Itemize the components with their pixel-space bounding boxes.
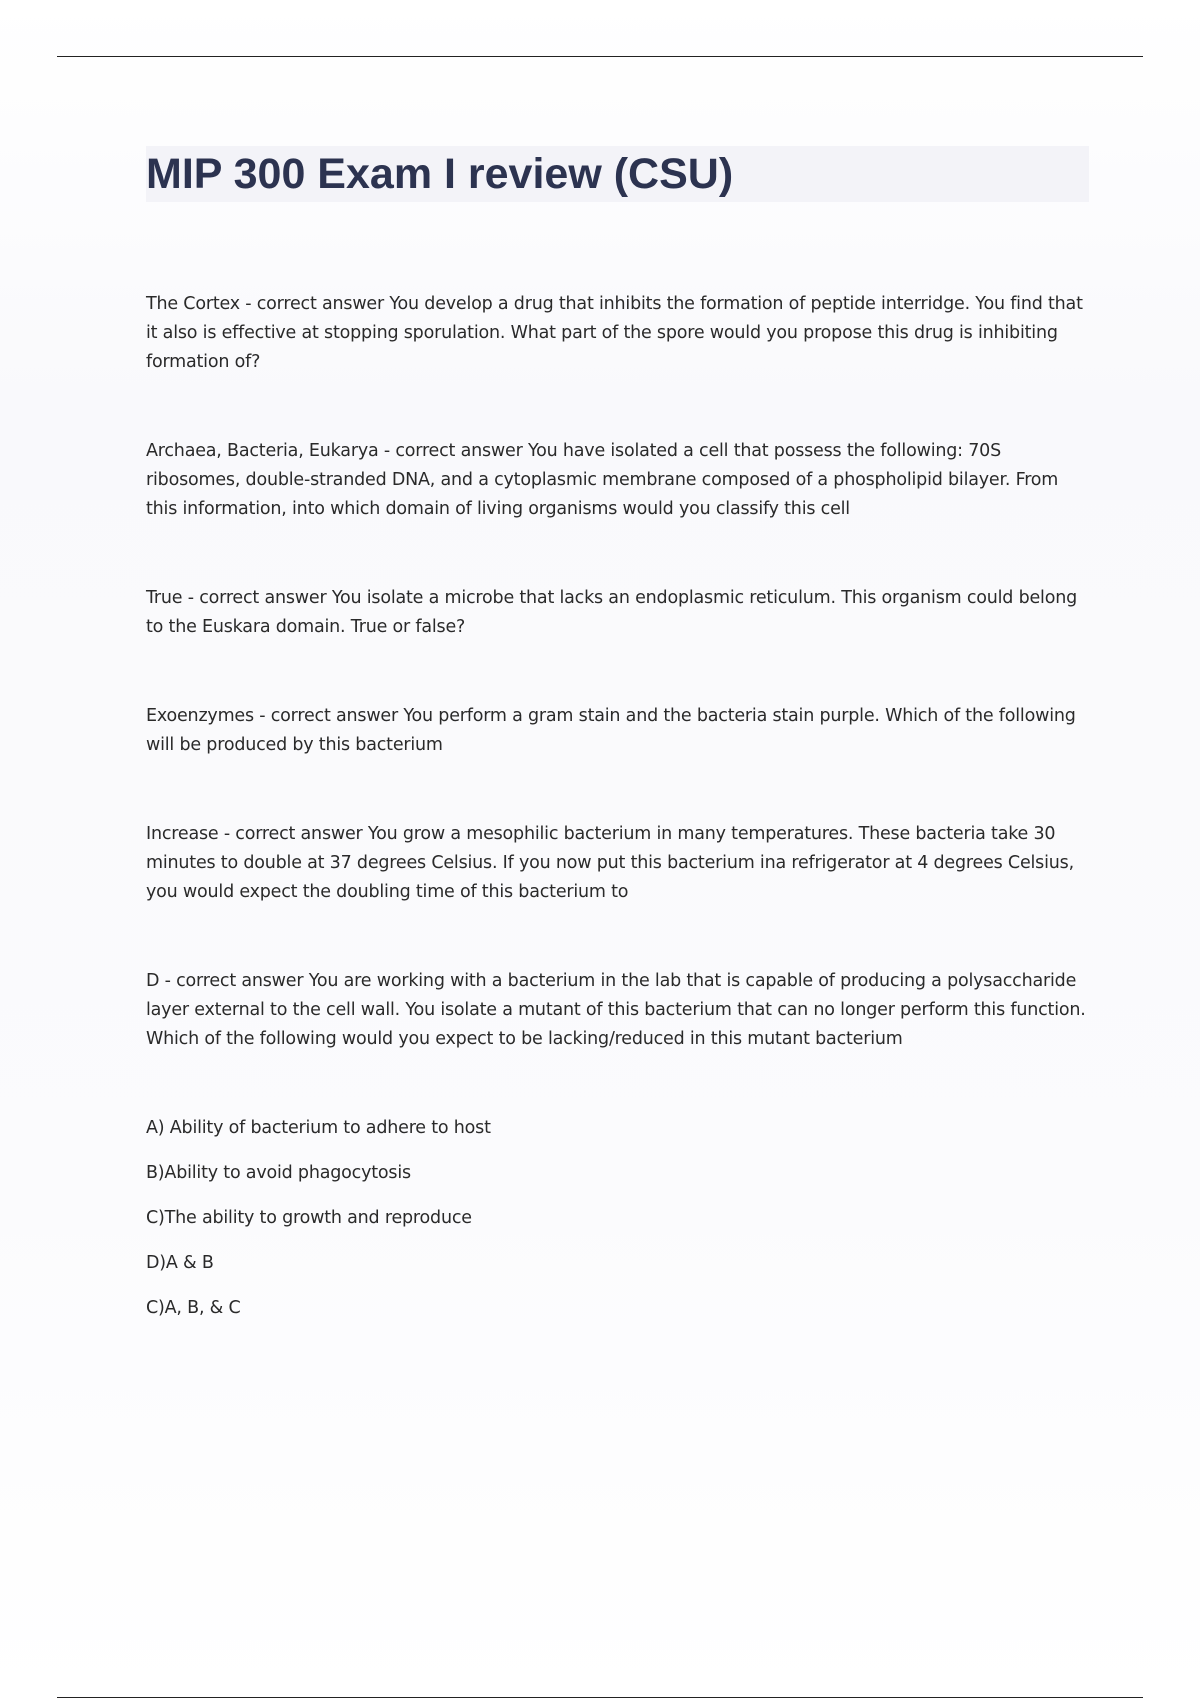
qa-entry-endoplasmic-reticulum: True - correct answer You isolate a microbe that lacks an endoplasmic reticulum. This organism could belong to the Euskara domain. True or false? — [146, 588, 1078, 637]
qa-entry-doubling-time: Increase - correct answer You grow a mesophilic bacterium in many temperatures. These bacteria take 30 minutes to double at 37 degrees Celsius. If you now put this bacterium ina refrigerator at 4 degrees Celsius, you would expect the doubling time of this bacterium to — [146, 824, 1074, 902]
answer-option: C)A, B, & C — [146, 1298, 241, 1318]
qa-entry-domains: Archaea, Bacteria, Eukarya - correct answer You have isolated a cell that possess the following: 70S ribosomes, double-stranded DNA, and a cytoplasmic membrane composed of a phospholipid bilayer. From this information, into which domain of living organisms would you classify this cell — [146, 441, 1059, 519]
top-divider — [57, 56, 1143, 57]
bottom-divider — [57, 1697, 1143, 1698]
answer-option: B)Ability to avoid phagocytosis — [146, 1163, 411, 1183]
answer-option: D)A & B — [146, 1253, 214, 1273]
document-title: MIP 300 Exam I review (CSU) — [146, 150, 734, 198]
answer-options-list — [146, 1114, 1091, 1323]
qa-entry-exoenzymes: Exoenzymes - correct answer You perform a gram stain and the bacteria stain purple. Which of the following will be produced by this bacterium — [146, 706, 1076, 755]
document-body — [146, 290, 1091, 1339]
qa-entry-polysaccharide-layer: D - correct answer You are working with a bacterium in the lab that is capable of producing a polysaccharide layer external to the cell wall. You isolate a mutant of this bacterium that can no longer perform this function. Which of the following would you expect to be lacking/reduced in this mutant bacterium — [146, 971, 1086, 1049]
answer-option: A) Ability of bacterium to adhere to host — [146, 1118, 491, 1138]
qa-entry-cortex: The Cortex - correct answer You develop a drug that inhibits the formation of peptide interridge. You find that it also is effective at stopping sporulation. What part of the spore would you propose this drug is inhibiting formation of? — [146, 294, 1083, 372]
answer-option: C)The ability to growth and reproduce — [146, 1208, 472, 1228]
